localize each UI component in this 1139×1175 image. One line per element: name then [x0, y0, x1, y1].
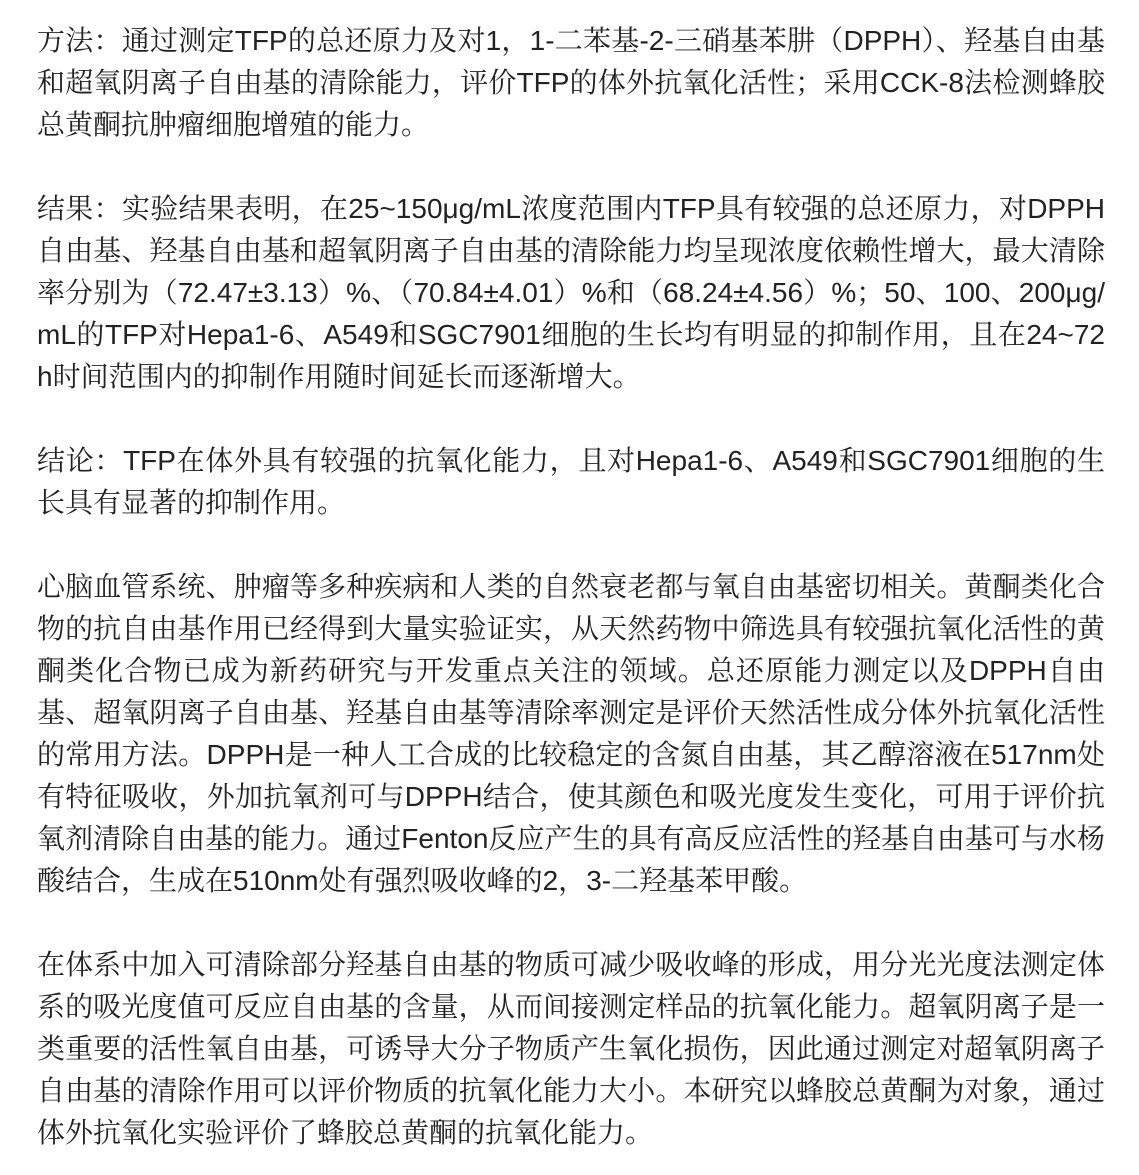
paragraph-methods: 方法：通过测定TFP的总还原力及对1，1-二苯基-2-三硝基苯肼（DPPH）、羟基自由基和超氧阴离子自由基的清除能力，评价TFP的体外抗氧化活性；采用CCK-8法检测蜂胶总黄酮抗肿瘤细胞增殖的能力。	[37, 25, 1105, 140]
paragraph-background: 心脑血管系统、肿瘤等多种疾病和人类的自然衰老都与氧自由基密切相关。黄酮类化合物的抗自由基作用已经得到大量实验证实，从天然药物中筛选具有较强抗氧化活性的黄酮类化合物已成为新药研究与开发重点关注的领域。总还原能力测定以及DPPH自由基、超氧阴离子自由基、羟基自由基等清除率测定是评价天然活性成分体外抗氧化活性的常用方法。DPPH是一种人工合成的比较稳定的含氮自由基，其乙醇溶液在517nm处有特征吸收，外加抗氧剂可与DPPH结合，使其颜色和吸光度发生变化，可用于评价抗氧剂清除自由基的能力。通过Fenton反应产生的具有高反应活性的羟基自由基可与水杨酸结合，生成在510nm处有强烈吸收峰的2，3-二羟基苯甲酸。	[37, 571, 1105, 896]
paragraph-rationale: 在体系中加入可清除部分羟基自由基的物质可减少吸收峰的形成，用分光光度法测定体系的吸光度值可反应自由基的含量，从而间接测定样品的抗氧化能力。超氧阴离子是一类重要的活性氧自由基，可诱导大分子物质产生氧化损伤，因此通过测定对超氧阴离子自由基的清除作用可以评价物质的抗氧化能力大小。本研究以蜂胶总黄酮为对象，通过体外抗氧化实验评价了蜂胶总黄酮的抗氧化能力。	[37, 949, 1105, 1148]
paragraph-results: 结果：实验结果表明，在25~150μg/mL浓度范围内TFP具有较强的总还原力，对DPPH自由基、羟基自由基和超氧阴离子自由基的清除能力均呈现浓度依赖性增大，最大清除率分别为（72.47±3.13）%、（70.84±4.01）%和（68.24±4.56）%；50、100、200μg/mL的TFP对Hepa1-6、A549和SGC7901细胞的生长均有明显的抑制作用，且在24~72h时间范围内的抑制作用随时间延长而逐渐增大。	[37, 193, 1105, 392]
paragraph-conclusion: 结论：TFP在体外具有较强的抗氧化能力，且对Hepa1-6、A549和SGC7901细胞的生长具有显著的抑制作用。	[37, 445, 1105, 518]
